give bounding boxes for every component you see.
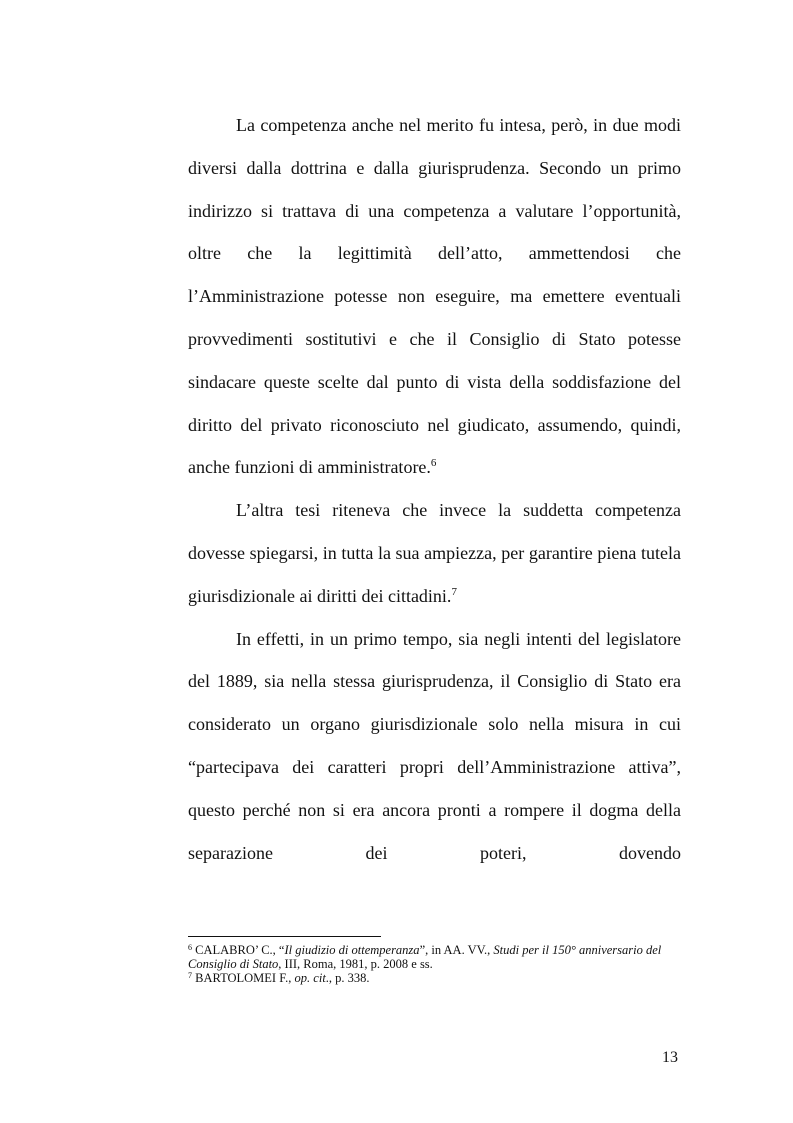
footnote-title: op. cit <box>294 971 326 985</box>
footnote-book-title: Studi per il 150° anniversario del Consiglio di Stato <box>188 943 662 971</box>
footnote-title: Il giudizio di ottemperanza <box>284 943 420 957</box>
paragraph-1 <box>188 104 681 489</box>
footnote-text: , III, Roma, 1981, p. 2008 e ss. <box>278 957 433 971</box>
footnote-text: ”, in AA. VV., <box>419 943 494 957</box>
paragraph-text: La competenza anche nel merito fu intesa, però, in due modi diversi dalla dottrina e dalla giurisprudenza. Secondo un primo indirizzo si trattava di una competenza a valutare l’opportunità, oltre che la legittimità dell’atto, ammettendosi che l’Amministrazione potesse non eseguire, ma emettere eventuali provvedimenti sostitutivi e che il Consiglio di Stato potesse sindacare queste scelte dal punto di vista della soddisfazione del diritto del privato riconosciuto nel giudicato, assumendo, quindi, anche funzioni di amministratore. <box>188 115 681 478</box>
footnote-7 <box>188 971 681 985</box>
footnote-ref-7[interactable]: 7 <box>451 585 457 598</box>
footnote-6 <box>188 943 681 971</box>
paragraph-2 <box>188 489 681 617</box>
footnote-number: 7 <box>188 971 192 980</box>
footnote-number: 6 <box>188 943 192 952</box>
body-text <box>188 104 681 874</box>
paragraph-text: L’altra tesi riteneva che invece la suddetta competenza dovesse spiegarsi, in tutta la sua ampiezza, per garantire piena tutela giurisdizionale ai diritti dei cittadini. <box>188 500 681 606</box>
footnote-separator <box>188 936 381 937</box>
paragraph-3 <box>188 618 681 875</box>
footnote-author: BARTOLOMEI F., <box>195 971 295 985</box>
footnote-author: CALABRO’ C., “ <box>195 943 285 957</box>
footnotes <box>188 936 681 985</box>
paragraph-text: In effetti, in un primo tempo, sia negli intenti del legislatore del 1889, sia nella stessa giurisprudenza, il Consiglio di Stato era considerato un organo giurisdizionale solo nella misura in cui “partecipava dei caratteri propri dell’Amministrazione attiva”, questo perché non si era ancora pronti a rompere il dogma della separazione dei poteri, dovendo <box>188 628 681 863</box>
footnote-text: ., p. 338. <box>325 971 370 985</box>
page-number: 13 <box>662 1049 678 1066</box>
footnote-ref-6[interactable]: 6 <box>430 457 437 470</box>
